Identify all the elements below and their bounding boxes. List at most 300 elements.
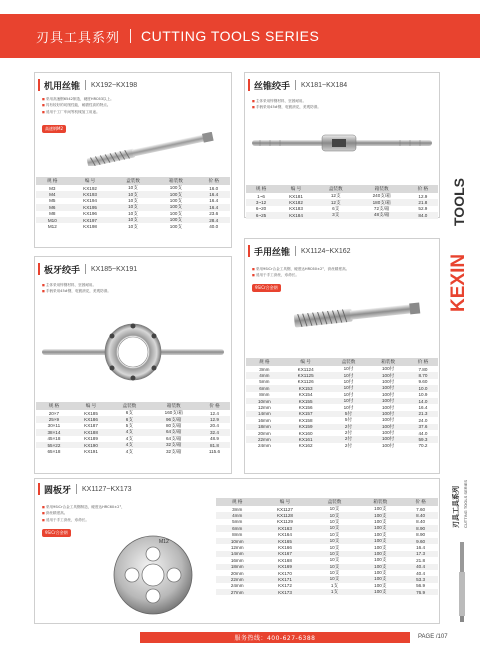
table-cell: 100付	[368, 398, 408, 404]
table-cell: 55×22	[36, 442, 72, 448]
table-cell: 100付	[368, 366, 408, 372]
table-cell: 18mm	[246, 424, 283, 430]
table-cell: 32支/箱	[149, 442, 199, 448]
table-cell: 6~25	[246, 212, 276, 218]
table-cell: 64支/箱	[149, 429, 199, 435]
table-cell: 10mm	[246, 398, 283, 404]
bullet-item: ■ 采用9SiCr合金工具钢制造，硬度达HRC60±2°，	[42, 504, 148, 510]
table-cell: M4	[36, 191, 69, 197]
table-cell: 8.90	[403, 525, 438, 531]
table-cell: M10	[36, 217, 69, 223]
table-cell: 5付	[329, 411, 369, 417]
table-cell: 6mm	[246, 385, 283, 391]
die-size-label: M12	[159, 539, 169, 545]
vertical-title-cn: 刃具工具系列	[452, 486, 460, 528]
table-cell: 28.4	[197, 217, 230, 223]
table-cell: 40.0	[197, 223, 230, 229]
machine-tap-image	[84, 132, 216, 166]
table-cell: 5mm	[216, 519, 258, 525]
section-code: KX181~KX184	[301, 81, 348, 89]
table-cell: 30×11	[36, 423, 72, 429]
table-cell: 8.90	[403, 532, 438, 538]
footer-hotline-bar	[140, 632, 410, 643]
table-cell: 100支	[154, 211, 197, 217]
table-cell: KX194	[69, 198, 112, 204]
table-cell: 96支/箱	[149, 416, 199, 422]
hand-tap-image	[292, 300, 422, 328]
table-cell: 100支	[357, 544, 403, 550]
table-cell: 16mm	[246, 417, 283, 423]
bullet-item: ■ 主体采用锌钢材料，坚固耐用。	[252, 98, 392, 104]
table-cell: KX173	[258, 589, 311, 595]
table-cell: 10支	[312, 564, 358, 570]
col-header: 编 号	[69, 177, 112, 185]
table-cell: 76.9	[403, 589, 438, 595]
table-cell: 100支	[154, 198, 197, 204]
table-cell: 100支	[357, 551, 403, 557]
table-cell: 10支	[312, 519, 358, 525]
table-cell: 14.0	[408, 398, 438, 404]
table-cell: 16.0	[197, 185, 230, 191]
table-cell: 8mm	[216, 532, 258, 538]
col-header: 编 号	[283, 358, 329, 366]
table-cell: 100支	[357, 512, 403, 518]
title-accent-bar	[38, 483, 40, 495]
table-cell: 56.9	[403, 583, 438, 589]
table-cell: 10支	[112, 217, 155, 223]
table-cell: 4支	[110, 429, 148, 435]
table-cell: 16.4	[403, 544, 438, 550]
table-cell: 10支	[312, 532, 358, 538]
table-cell: 84.0	[408, 212, 438, 218]
table-cell: 18mm	[216, 564, 258, 570]
table-cell: KX191	[72, 448, 110, 454]
table-cell: M6	[36, 204, 69, 210]
table-cell: 1支	[312, 589, 358, 595]
table-cell: 20.4	[199, 423, 230, 429]
title-divider	[76, 484, 77, 494]
table-cell: KX170	[258, 570, 311, 576]
title-accent-bar	[248, 79, 250, 91]
table-cell: KX1124	[283, 366, 329, 372]
table-cell: KX183	[276, 206, 316, 212]
table-cell: KX192	[69, 185, 112, 191]
table-cell: KX169	[258, 564, 311, 570]
table-cell: 10支	[312, 551, 358, 557]
table-row	[216, 589, 438, 595]
table-cell: 27mm	[216, 589, 258, 595]
table-cell: 4支	[110, 442, 148, 448]
table-cell: 8.70	[408, 372, 438, 378]
table-cell: 10付	[329, 404, 369, 410]
table-cell: KX160	[283, 430, 329, 436]
table-cell: KX1128	[258, 512, 311, 518]
table-cell: 2付	[329, 443, 369, 449]
table-cell: 72支/箱	[356, 206, 408, 212]
table-cell: 10支	[112, 185, 155, 191]
table-cell: 65×18	[36, 448, 72, 454]
col-header: 盒装数	[316, 185, 356, 193]
table-cell: 14mm	[246, 411, 283, 417]
table-cell: 10支	[112, 211, 155, 217]
table-cell: 100支	[357, 564, 403, 570]
col-header: 箱装数	[357, 498, 403, 506]
bullet-item: ■ 套丝精度高。	[42, 510, 148, 516]
table-cell: KX164	[258, 532, 311, 538]
section-name: 机用丝锥	[44, 81, 81, 92]
table-cell: 44.0	[408, 430, 438, 436]
table-cell: 6支	[316, 206, 356, 212]
table-cell: 16.4	[197, 204, 230, 210]
bullet-item: ■ 采用高速钢6542制造，硬度HRC63以上。	[42, 96, 152, 102]
col-header: 规 格	[36, 402, 72, 410]
table-cell: 100付	[368, 372, 408, 378]
table-cell: 8.40	[403, 512, 438, 518]
table-cell: KX197	[69, 217, 112, 223]
table-cell: 12mm	[216, 544, 258, 550]
table-cell: 10.0	[408, 385, 438, 391]
table-cell: 17.3	[403, 551, 438, 557]
table-cell: 4支	[110, 448, 148, 454]
table-cell: 81.8	[199, 442, 230, 448]
table-cell: 100付	[368, 417, 408, 423]
section-code: KX192~KX198	[91, 81, 138, 89]
table-cell: KX186	[72, 416, 110, 422]
table-cell: 37.6	[408, 424, 438, 430]
table-cell: 1~6	[246, 193, 276, 199]
section-name: 丝锥绞手	[254, 81, 291, 92]
table-cell: 22mm	[216, 576, 258, 582]
col-header: 规 格	[36, 177, 69, 185]
table-cell: KX196	[69, 211, 112, 217]
table-cell: 100付	[368, 430, 408, 436]
table-cell: 6支	[110, 416, 148, 422]
tap-wrench-image	[250, 130, 434, 156]
table-cell: 10.9	[408, 392, 438, 398]
col-header: 箱装数	[154, 177, 197, 185]
table-cell: 20mm	[246, 430, 283, 436]
material-tag: 9SiCr合金钢	[252, 284, 281, 292]
table-cell: 10支	[312, 512, 358, 518]
table-cell: 10支	[112, 204, 155, 210]
table-cell: KX182	[276, 199, 316, 205]
table-cell: 3mm	[216, 506, 258, 512]
table-cell: KX1127	[258, 506, 311, 512]
table-cell: KX187	[72, 423, 110, 429]
table-cell: 10支	[312, 557, 358, 563]
table-cell: 3支	[316, 212, 356, 218]
round-die-image	[112, 534, 194, 616]
table-cell: 100付	[368, 436, 408, 442]
col-header: 编 号	[276, 185, 316, 193]
section-title-hand-tap	[248, 244, 351, 258]
section-title-tap-wrench	[248, 78, 347, 92]
table-cell: 6mm	[216, 525, 258, 531]
bullet-item: ■ 具有较好的切削性能，耐磨性高的特点。	[42, 102, 152, 108]
bullet-item: ■ 适用于工厂车间等机械加工用途。	[42, 109, 152, 115]
table-cell: 16.4	[197, 191, 230, 197]
bullet-item: ■ 适用于手工套丝，寿命长。	[252, 272, 432, 278]
table-cell: KX156	[283, 404, 329, 410]
col-header: 盒装数	[110, 402, 148, 410]
table-cell: 10支	[312, 576, 358, 582]
table-cell: 48.9	[199, 436, 230, 442]
table-cell: 53.3	[403, 576, 438, 582]
table-cell: KX188	[72, 429, 110, 435]
table-cell: 2付	[329, 424, 369, 430]
table-cell: 10支	[312, 544, 358, 550]
header-title-cn: 刃具工具系列	[36, 30, 121, 46]
title-accent-bar	[38, 263, 40, 275]
col-header: 价 格	[197, 177, 230, 185]
table-cell: 100支	[357, 576, 403, 582]
table-cell: 100支	[357, 506, 403, 512]
table-cell: 100支	[357, 538, 403, 544]
col-header: 盒装数	[312, 498, 358, 506]
table-cell: 100支	[357, 583, 403, 589]
table-cell: 9.60	[408, 379, 438, 385]
table-cell: 10支	[312, 570, 358, 576]
table-cell: 10mm	[216, 538, 258, 544]
table-cell: 4mm	[216, 512, 258, 518]
table-cell: 100支	[154, 204, 197, 210]
table-cell: 21.8	[403, 557, 438, 563]
table-cell: 8.40	[403, 519, 438, 525]
table-cell: 2付	[329, 430, 369, 436]
table-cell: 52.9	[408, 206, 438, 212]
table-cell: 24.0	[408, 417, 438, 423]
table-cell: 10支	[112, 191, 155, 197]
col-header: 价 格	[403, 498, 438, 506]
table-cell: 12.9	[199, 416, 230, 422]
table-cell: 10付	[329, 392, 369, 398]
title-divider	[295, 246, 296, 256]
col-header: 规 格	[216, 498, 258, 506]
table-cell: 100支	[357, 589, 403, 595]
section-code: KX1127~KX173	[82, 485, 132, 493]
table-cell: 10支	[312, 538, 358, 544]
table-cell: 100付	[368, 379, 408, 385]
brand-logo	[440, 116, 474, 326]
col-header: 盒装数	[329, 358, 369, 366]
section-title-machine-tap	[38, 78, 137, 92]
table-cell: 100支	[357, 519, 403, 525]
table-cell: 7.60	[403, 506, 438, 512]
table-cell: KX162	[283, 443, 329, 449]
table-row	[36, 448, 230, 454]
table-cell: KX171	[258, 576, 311, 582]
table-cell: 80支/箱	[149, 423, 199, 429]
section-code: KX1124~KX162	[301, 247, 351, 255]
table-cell: 24mm	[216, 583, 258, 589]
table-cell: 12.4	[199, 410, 230, 416]
table-cell: KX172	[258, 583, 311, 589]
table-cell: 180支/箱	[356, 199, 408, 205]
table-cell: KX158	[283, 417, 329, 423]
table-cell: 100付	[368, 404, 408, 410]
title-divider	[295, 80, 296, 90]
table-cell: 100支	[357, 525, 403, 531]
table-cell: KX157	[283, 411, 329, 417]
table-cell: 100付	[368, 392, 408, 398]
table-row	[246, 212, 438, 218]
table-cell: 21.8	[408, 199, 438, 205]
vertical-title-en: CUTTING TOOLS SERIES	[463, 479, 468, 528]
table-cell: 20×7	[36, 410, 72, 416]
table-cell: 100付	[368, 443, 408, 449]
title-accent-bar	[38, 79, 40, 91]
table-cell: 4支	[110, 436, 148, 442]
table-cell: 10付	[329, 398, 369, 404]
table-row	[246, 443, 438, 449]
table-cell: 40.4	[403, 570, 438, 576]
spec-table-round-die	[216, 498, 438, 595]
col-header: 编 号	[72, 402, 110, 410]
col-header: 箱装数	[368, 358, 408, 366]
table-cell: M5	[36, 198, 69, 204]
table-cell: 45×18	[36, 436, 72, 442]
table-cell: 6支	[110, 410, 148, 416]
table-cell: KX163	[258, 525, 311, 531]
spec-table-machine-tap	[36, 177, 230, 230]
col-header: 规 格	[246, 358, 283, 366]
table-cell: KX166	[258, 544, 311, 550]
table-cell: 100支	[154, 217, 197, 223]
table-cell: KX185	[72, 410, 110, 416]
table-cell: 100付	[368, 411, 408, 417]
bullets-machine-tap	[42, 96, 152, 115]
table-cell: 8mm	[246, 392, 283, 398]
table-cell: M12	[36, 223, 69, 229]
bullet-item: ■ 采用9SiCr合金工具钢，硬度达HRC60±2°，套丝精度高。	[252, 266, 432, 272]
spec-table-tap-wrench	[246, 185, 438, 219]
title-divider	[85, 264, 86, 274]
table-cell: KX189	[72, 436, 110, 442]
table-cell: 100支	[154, 191, 197, 197]
table-cell: 100支	[357, 557, 403, 563]
side-tap-illustration	[456, 540, 468, 624]
table-cell: KX1129	[258, 519, 311, 525]
table-cell: 12支	[316, 199, 356, 205]
title-divider	[85, 80, 86, 90]
bullets-tap-wrench	[252, 98, 392, 111]
section-title-round-die	[38, 482, 132, 496]
table-cell: 115.6	[199, 448, 230, 454]
spec-table-die-wrench	[36, 402, 230, 455]
col-header: 价 格	[408, 358, 438, 366]
table-cell: 100付	[368, 385, 408, 391]
table-cell: KX168	[258, 557, 311, 563]
logo-text: KEXIN	[448, 253, 469, 312]
table-cell: 59.3	[408, 436, 438, 442]
table-cell: 100支	[357, 532, 403, 538]
table-cell: 5支	[110, 423, 148, 429]
section-name: 手用丝锥	[254, 247, 291, 258]
section-title-die-wrench	[38, 262, 137, 276]
material-tag: 9SiCr合金钢	[42, 529, 71, 537]
bullets-round-die	[42, 504, 148, 523]
table-cell: 16mm	[216, 557, 258, 563]
table-cell: 6~20	[246, 206, 276, 212]
col-header: 价 格	[199, 402, 230, 410]
table-cell: 32.4	[199, 429, 230, 435]
table-cell: 25×9	[36, 416, 72, 422]
table-cell: 2付	[329, 436, 369, 442]
section-name: 圆板牙	[44, 485, 72, 496]
table-row	[36, 223, 230, 229]
table-cell: 10付	[329, 372, 369, 378]
table-cell: KX195	[69, 204, 112, 210]
section-code: KX185~KX191	[91, 265, 138, 273]
bullets-hand-tap	[252, 266, 432, 279]
table-cell: 3mm	[246, 366, 283, 372]
table-cell: KX154	[283, 392, 329, 398]
table-cell: 23.6	[197, 211, 230, 217]
table-cell: 4mm	[246, 372, 283, 378]
table-cell: 5付	[329, 417, 369, 423]
col-header: 规 格	[246, 185, 276, 193]
table-cell: 12支	[316, 193, 356, 199]
col-header: 箱装数	[149, 402, 199, 410]
table-cell: 70.2	[408, 443, 438, 449]
table-cell: 32支/箱	[149, 448, 199, 454]
table-cell: 9.60	[403, 538, 438, 544]
table-cell: 48支/箱	[356, 212, 408, 218]
table-cell: 21.3	[408, 411, 438, 417]
table-cell: 24mm	[246, 443, 283, 449]
page-header	[0, 14, 480, 58]
table-cell: 64支/箱	[149, 436, 199, 442]
col-header: 箱装数	[356, 185, 408, 193]
table-cell: KX153	[283, 385, 329, 391]
table-cell: 100支	[154, 185, 197, 191]
title-accent-bar	[248, 245, 250, 257]
vertical-series-label	[448, 400, 474, 530]
table-cell: 240支/箱	[356, 193, 408, 199]
section-name: 板牙绞手	[44, 265, 81, 276]
material-tag: 高速钢M2	[42, 125, 66, 133]
die-wrench-image	[40, 320, 226, 384]
table-cell: 22mm	[246, 436, 283, 442]
bullet-item: ■ 主体采用锌钢材料，坚固耐用。	[42, 282, 182, 288]
hotline-text: 服务热线：400-627-6388	[234, 635, 316, 642]
table-cell: 38×14	[36, 429, 72, 435]
table-cell: 40.4	[403, 564, 438, 570]
top-margin	[0, 0, 480, 14]
table-cell: KX184	[276, 212, 316, 218]
table-cell: KX161	[283, 436, 329, 442]
col-header: 盒装数	[112, 177, 155, 185]
table-cell: M8	[36, 211, 69, 217]
table-cell: M3	[36, 185, 69, 191]
table-cell: 10付	[329, 366, 369, 372]
table-cell: 10付	[329, 379, 369, 385]
table-cell: KX167	[258, 551, 311, 557]
header-divider	[130, 29, 131, 43]
col-header: 价 格	[408, 185, 438, 193]
bullet-item: ■ 手柄采用45#钢，电镀滚花，美观防滑。	[252, 104, 392, 110]
table-cell: KX165	[258, 538, 311, 544]
table-cell: 16.4	[197, 198, 230, 204]
table-cell: 5mm	[246, 379, 283, 385]
logo-suffix-text: TOOLS	[451, 178, 467, 226]
table-cell: KX1125	[283, 372, 329, 378]
table-cell: 12.9	[408, 193, 438, 199]
bullet-item: ■ 适用于手工套丝，寿命长。	[42, 517, 148, 523]
table-cell: 3~12	[246, 199, 276, 205]
table-cell: 7.80	[408, 366, 438, 372]
table-cell: 100付	[368, 424, 408, 430]
